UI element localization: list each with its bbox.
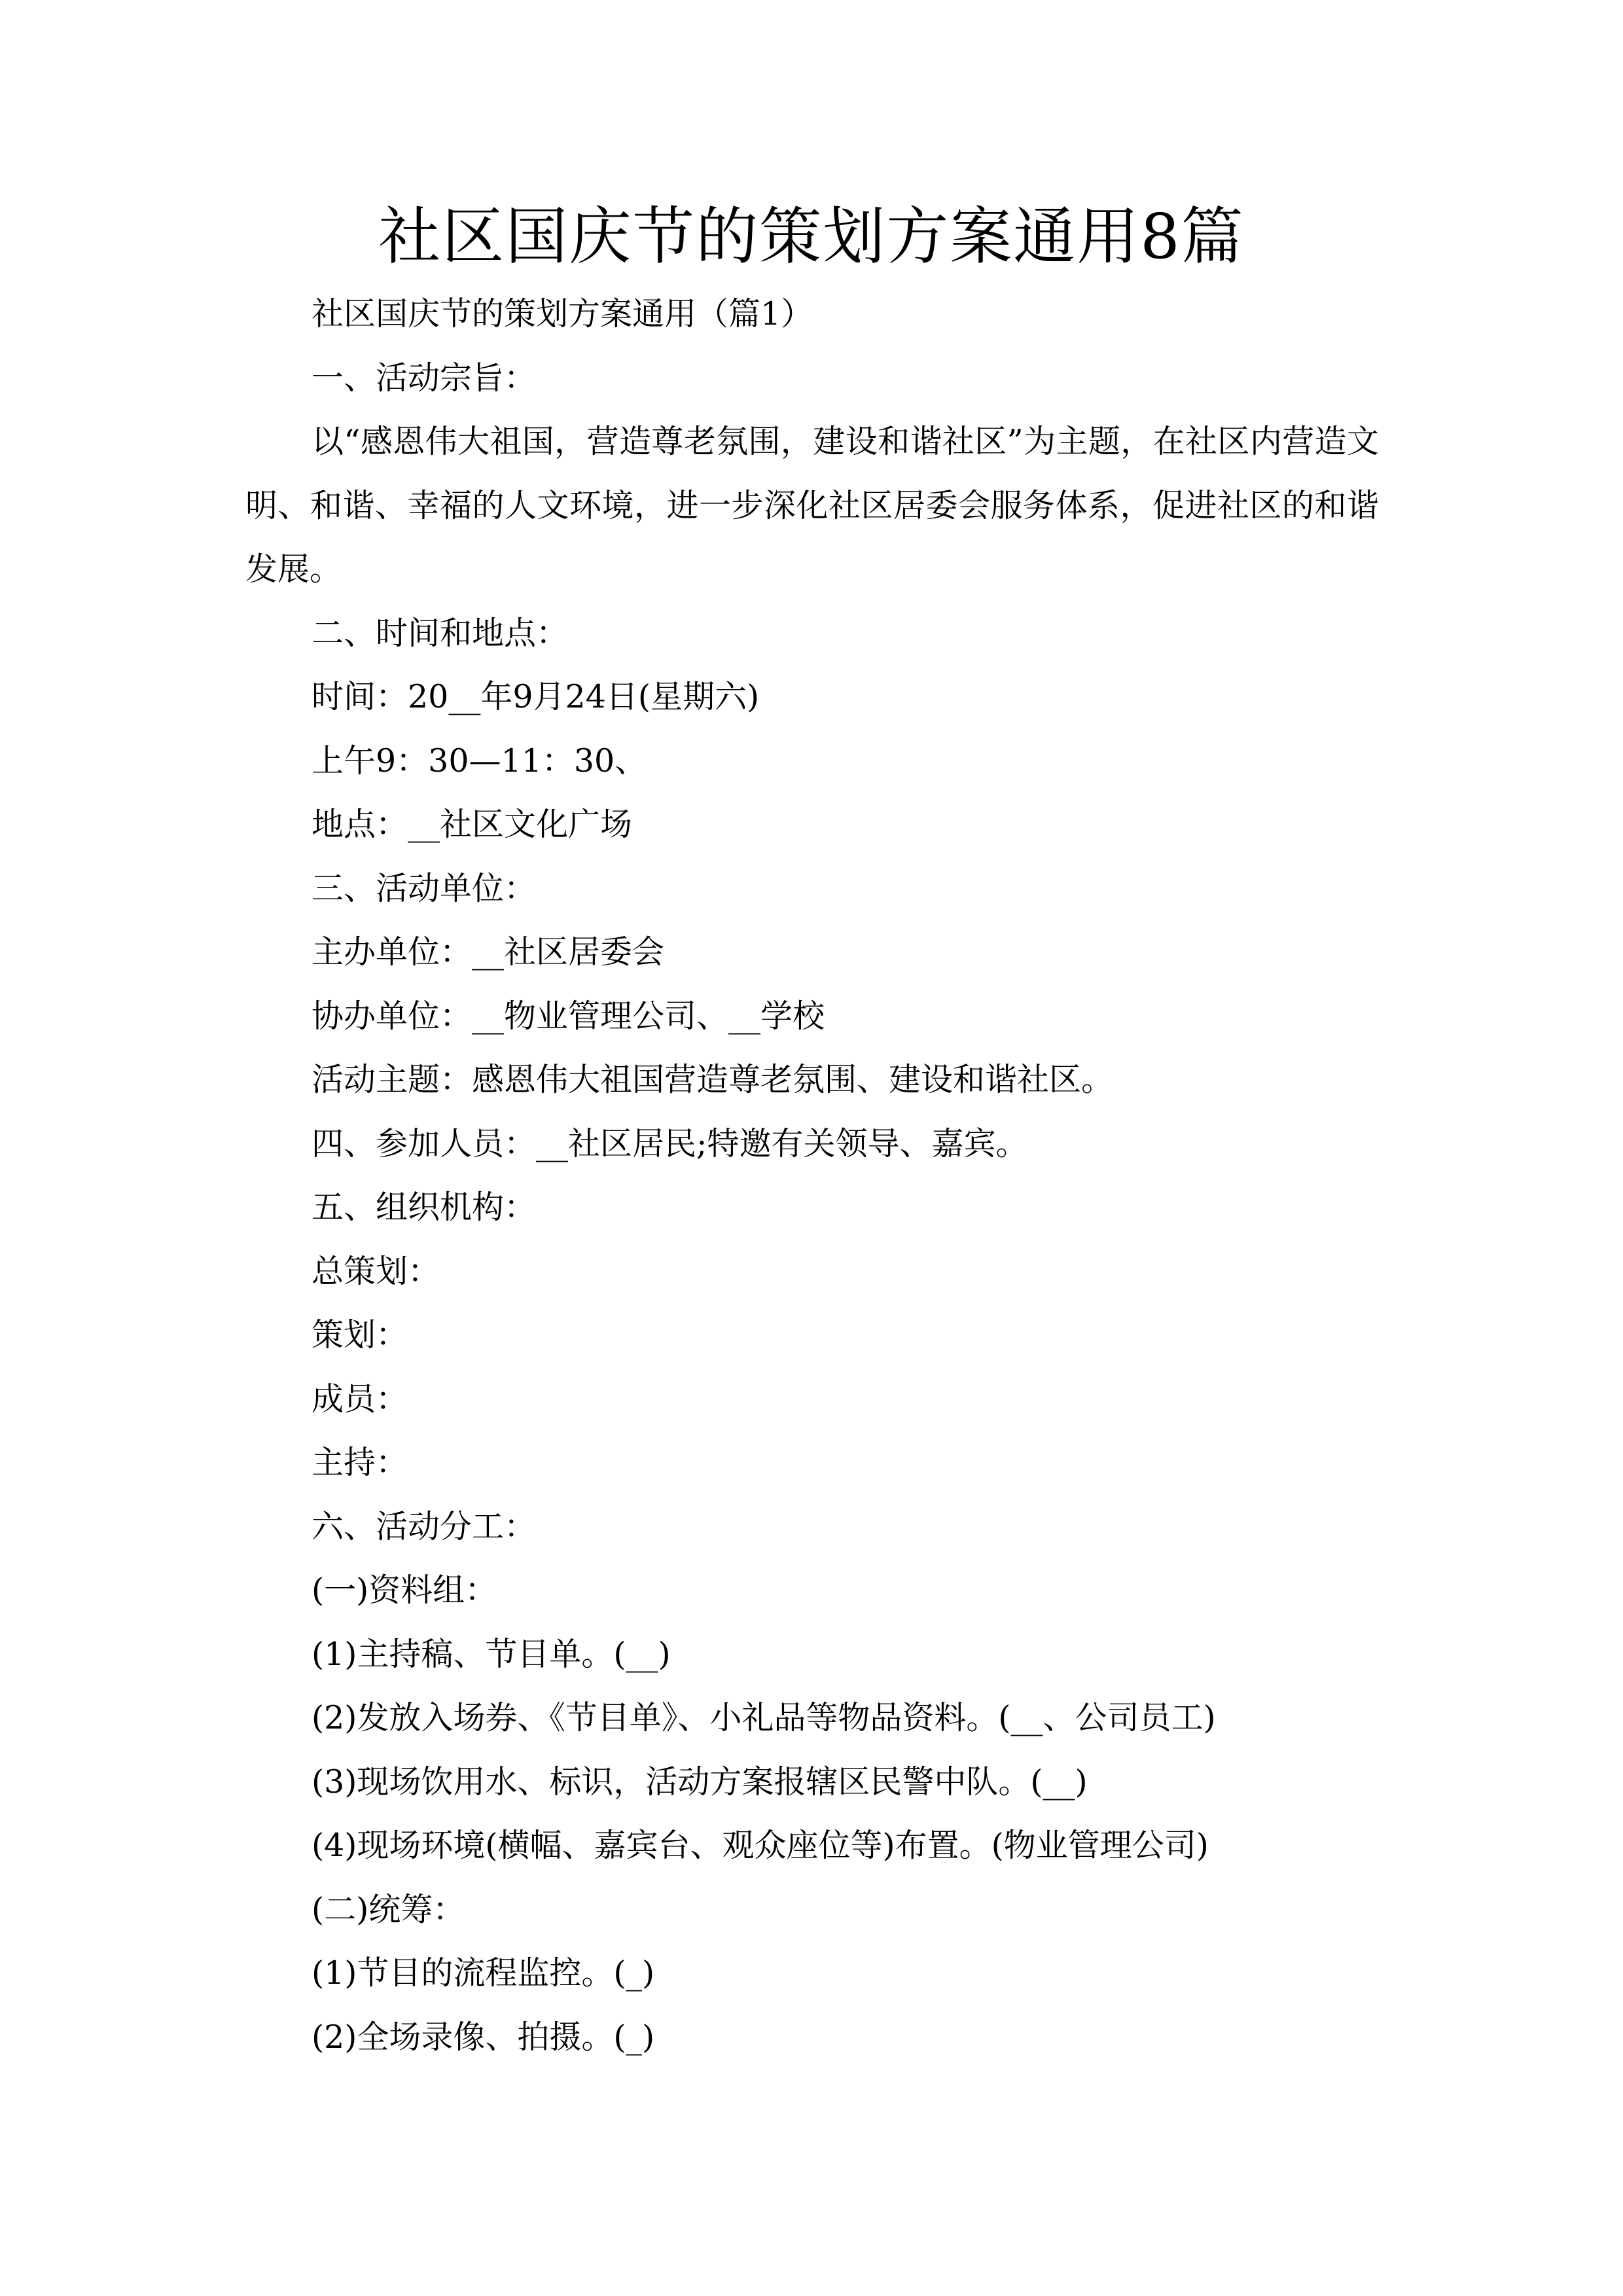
paragraph: (4)现场环境(横幅、嘉宾台、观众座位等)布置。(物业管理公司) bbox=[312, 1827, 1209, 1864]
paragraph: 六、活动分工： bbox=[312, 1507, 537, 1545]
paragraph: 二、时间和地点： bbox=[312, 614, 569, 652]
paragraph: 地点：__社区文化广场 bbox=[312, 806, 633, 843]
paragraph: (2)全场录像、拍摄。(_) bbox=[312, 2018, 655, 2056]
paragraph: 主办单位：__社区居委会 bbox=[312, 933, 665, 971]
paragraph: 三、活动单位： bbox=[312, 869, 537, 907]
paragraph: (2)发放入场券、《节目单》、小礼品等物品资料。(__、公司员工) bbox=[312, 1699, 1216, 1736]
paragraph: 活动主题：感恩伟大祖国营造尊老氛围、建设和谐社区。 bbox=[312, 1061, 1114, 1098]
paragraph: 总策划： bbox=[312, 1252, 440, 1290]
paragraph: 一、活动宗旨： bbox=[312, 359, 537, 397]
paragraph: 策划： bbox=[312, 1316, 408, 1354]
paragraph: (一)资料组： bbox=[312, 1571, 497, 1609]
paragraph: 成员： bbox=[312, 1380, 408, 1418]
paragraph: 时间：20__年9月24日(星期六) bbox=[312, 678, 760, 715]
paragraph: 主持： bbox=[312, 1444, 408, 1481]
paragraph: (二)统筹： bbox=[312, 1890, 465, 1928]
document-body bbox=[245, 282, 1379, 2069]
paragraph: 五、组织机构： bbox=[312, 1189, 537, 1226]
paragraph: 上午9：30—11：30、 bbox=[312, 742, 647, 780]
paragraph: (1)主持稿、节目单。(__) bbox=[312, 1635, 671, 1673]
paragraph: 四、参加人员：__社区居民;特邀有关领导、嘉宾。 bbox=[312, 1124, 1028, 1162]
document-title: 社区国庆节的策划方案通用8篇 bbox=[378, 201, 1245, 273]
paragraph: 以“感恩伟大祖国，营造尊老氛围，建设和谐社区”为主题，在社区内营造文明、和谐、幸福的人文环境，进一步深化社区居委会服务体系，促进社区的和谐发展。 bbox=[245, 423, 1379, 588]
paragraph: 协办单位：__物业管理公司、__学校 bbox=[312, 997, 825, 1035]
paragraph: (3)现场饮用水、标识，活动方案报辖区民警中队。(__) bbox=[312, 1763, 1088, 1801]
section-heading: 社区国庆节的策划方案通用（篇1） bbox=[312, 295, 813, 332]
paragraph: (1)节目的流程监控。(_) bbox=[312, 1954, 655, 1992]
